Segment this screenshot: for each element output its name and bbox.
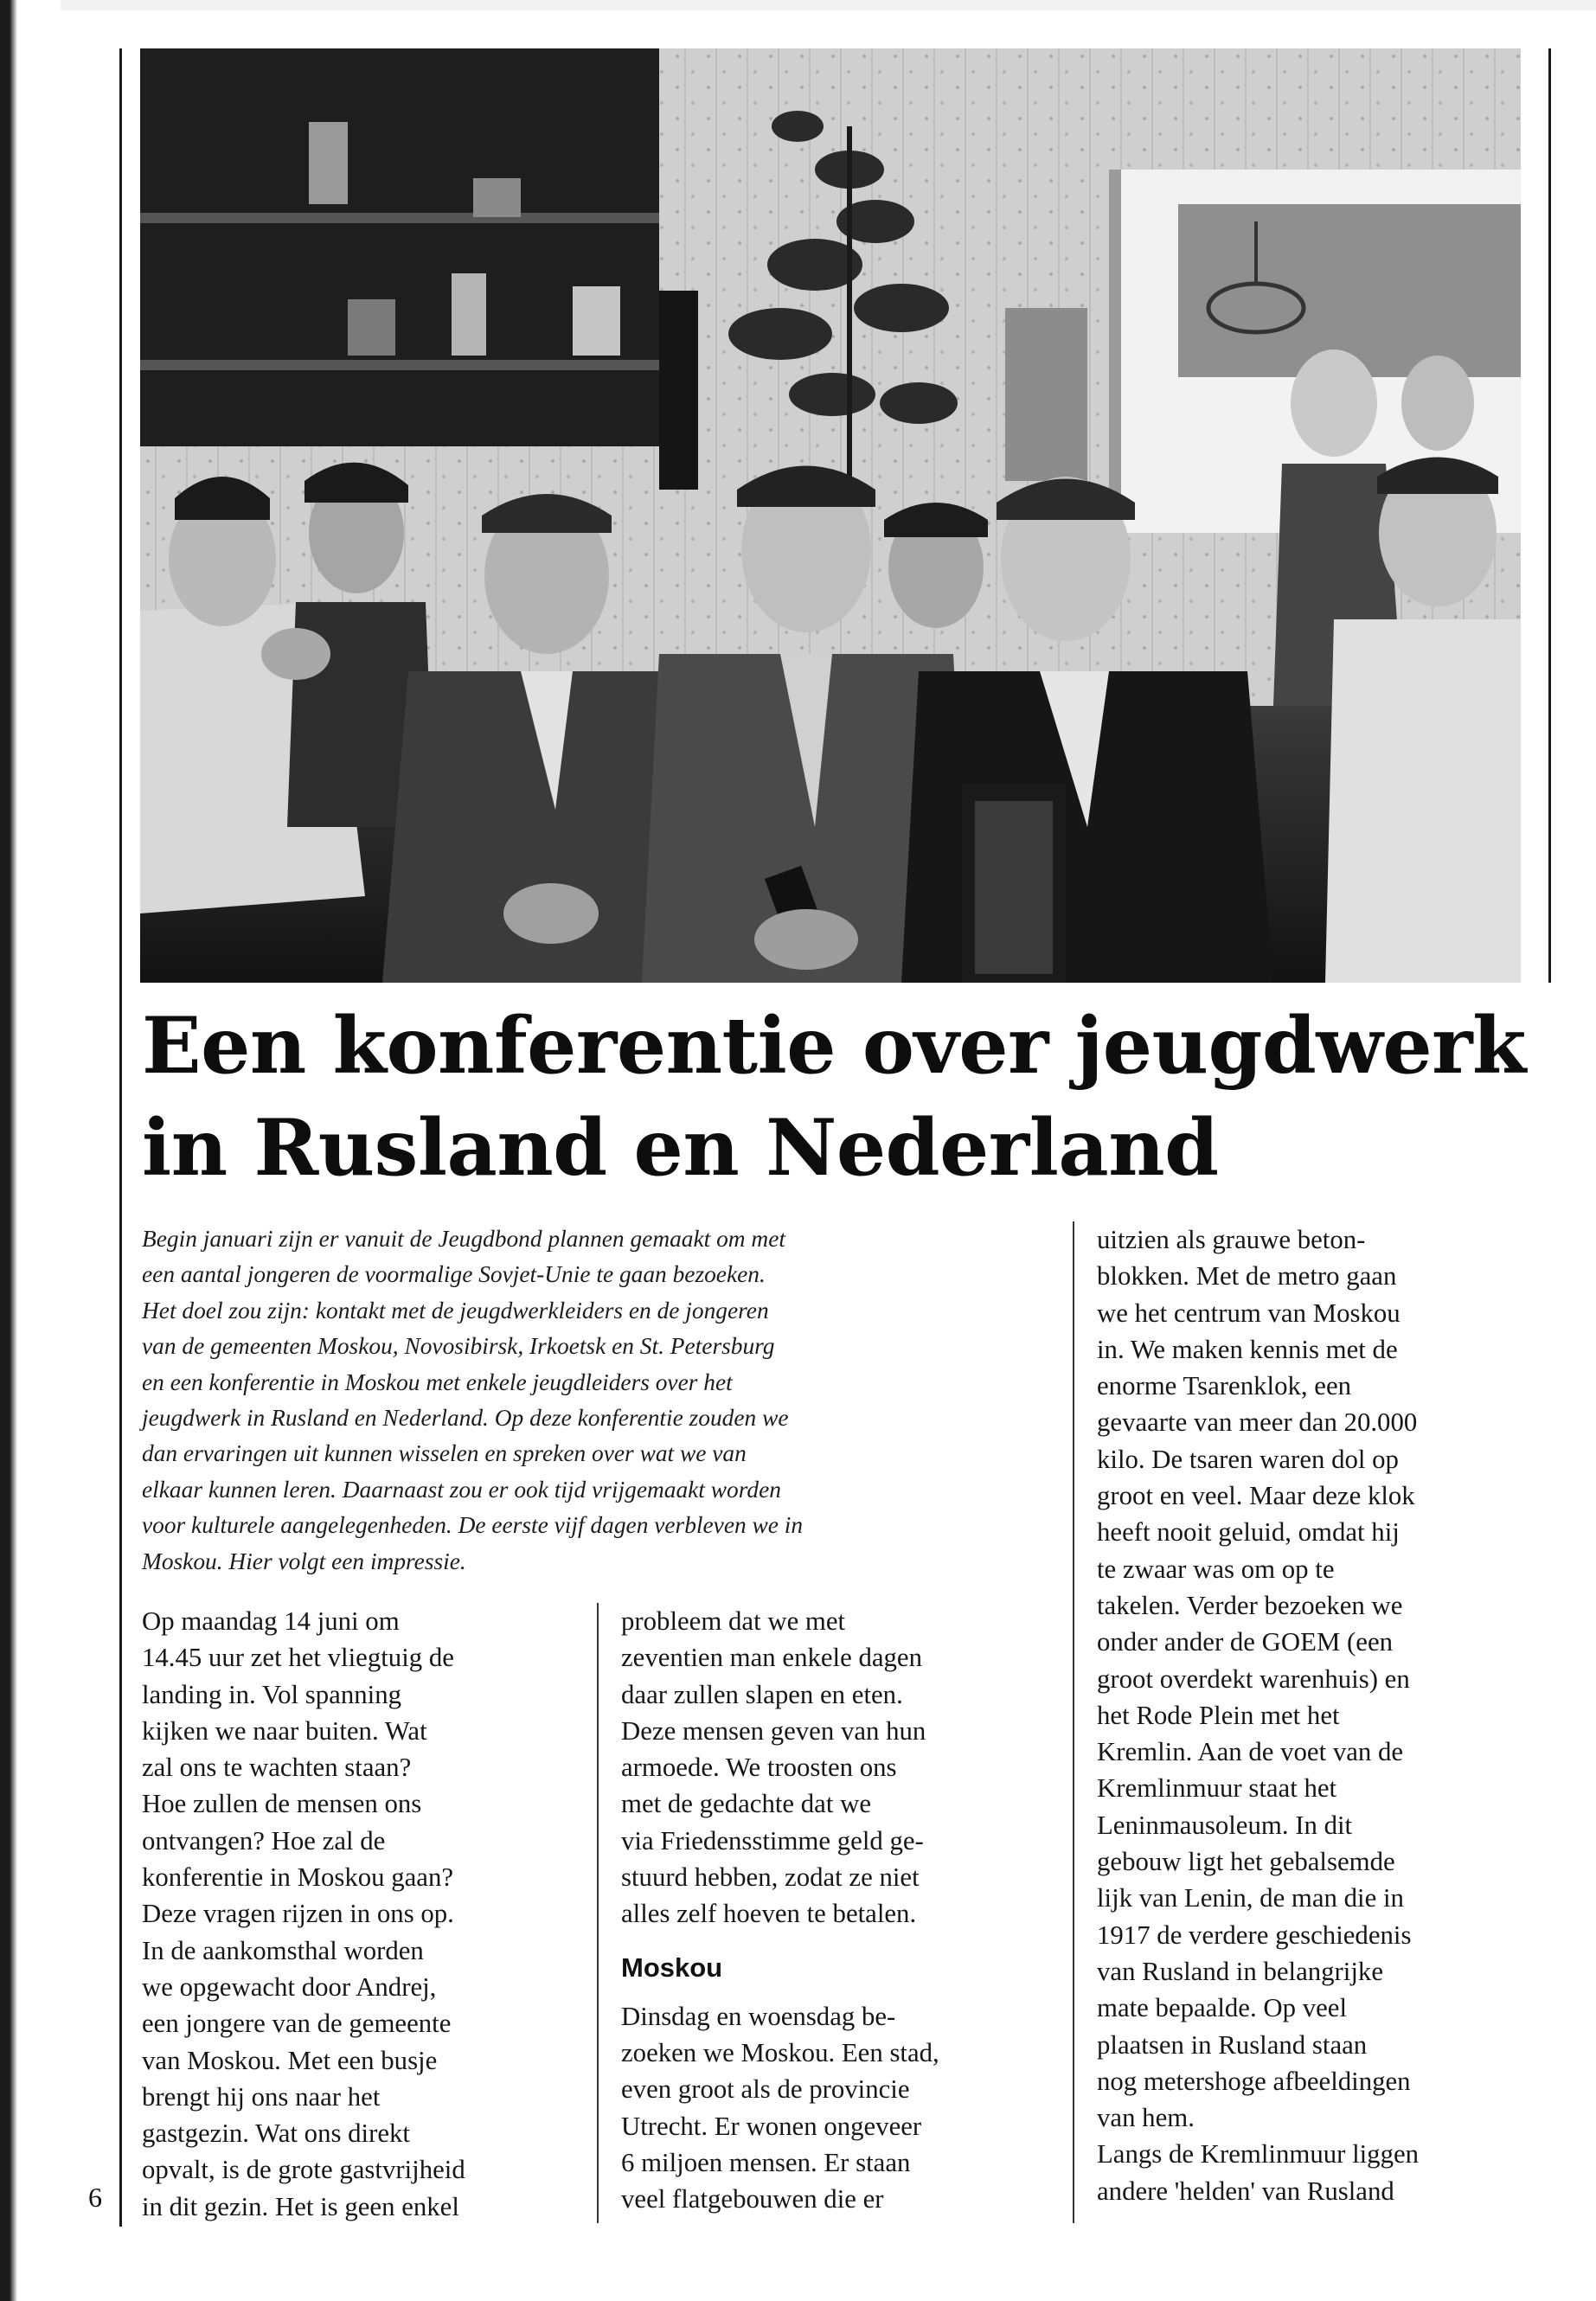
scan-top-band	[61, 0, 1596, 10]
body-line: konferentie in Moskou gaan?	[142, 1862, 454, 1893]
body-line: zeventien man enkele dagen	[621, 1643, 922, 1673]
body-line: Leninmausoleum. In dit	[1097, 1810, 1353, 1840]
headline-line-2: in Rusland en Nederland	[142, 1102, 1219, 1194]
body-line: brengt hij ons naar het	[142, 2081, 381, 2112]
column-divider	[1073, 1221, 1074, 2223]
body-line: Utrecht. Er wonen ongeveer	[621, 2111, 922, 2141]
body-line: gastgezin. Wat ons direkt	[142, 2118, 410, 2149]
body-line: ontvangen? Hoe zal de	[142, 1825, 386, 1856]
column-frame-right	[1548, 48, 1551, 983]
body-line: we opgewacht door Andrej,	[142, 1971, 437, 2002]
body-line: een jongere van de gemeente	[142, 2009, 452, 2039]
body-line: Op maandag 14 juni om	[142, 1606, 400, 1636]
body-line: met de gedachte dat we	[621, 1789, 872, 1819]
body-line: landing in. Vol spanning	[142, 1679, 401, 1709]
headline-line-1: Een konferentie over jeugdwerk	[142, 1000, 1526, 1092]
body-line: zal ons te wachten staan?	[142, 1753, 412, 1783]
body-line: Deze vragen rijzen in ons op.	[142, 1899, 454, 1929]
body-line: andere 'helden' van Rusland	[1097, 2176, 1394, 2206]
article-headline	[142, 995, 1552, 1199]
intro-line: Moskou. Hier volgt een impressie.	[142, 1548, 466, 1574]
body-line: we het centrum van Moskou	[1097, 1298, 1401, 1328]
body-line: mate bepaalde. Op veel	[1097, 1993, 1348, 2023]
body-line: probleem dat we met	[621, 1606, 846, 1636]
body-line: gevaarte van meer dan 20.000	[1097, 1407, 1418, 1438]
body-line: In de aankomsthal worden	[142, 1935, 424, 1965]
body-line: 6 miljoen mensen. Er staan	[621, 2147, 911, 2177]
body-line: takelen. Verder bezoeken we	[1097, 1590, 1403, 1620]
intro-line: Begin januari zijn er vanuit de Jeugdbond plannen gemaakt om met	[142, 1226, 785, 1252]
body-line: van Moskou. Met een busje	[142, 2045, 438, 2075]
body-column-3	[1097, 1221, 1547, 2209]
body-line: kilo. De tsaren waren dol op	[1097, 1444, 1399, 1474]
intro-line: dan ervaringen uit kunnen wisselen en spreken over wat we van	[142, 1440, 747, 1467]
intro-line: een aantal jongeren de voormalige Sovjet-Unie te gaan bezoeken.	[142, 1261, 766, 1288]
body-line: blokken. Met de metro gaan	[1097, 1261, 1397, 1292]
body-line: uitzien als grauwe beton-	[1097, 1225, 1366, 1254]
intro-line: elkaar kunnen leren. Daarnaast zou er ook tijd vrijgemaakt worden	[142, 1476, 781, 1503]
body-line: daar zullen slapen en eten.	[621, 1679, 903, 1709]
body-line: groot en veel. Maar deze klok	[1097, 1481, 1415, 1511]
intro-line: jeugdwerk in Rusland en Nederland. Op deze konferentie zouden we	[142, 1405, 789, 1432]
body-line: het Rode Plein met het	[1097, 1700, 1340, 1730]
body-column-1	[142, 1603, 592, 2225]
body-line: Langs de Kremlinmuur liggen	[1097, 2139, 1420, 2170]
body-line: Kremlin. Aan de voet van de	[1097, 1737, 1404, 1767]
body-line: stuurd hebben, zodat ze niet	[621, 1862, 920, 1893]
body-line: alles zelf hoeven te betalen.	[621, 1899, 917, 1929]
intro-line: van de gemeenten Moskou, Novosibirsk, Irkoetsk en St. Petersburg	[142, 1333, 775, 1360]
intro-line: Het doel zou zijn: kontakt met de jeugdwerkleiders en de jongeren	[142, 1297, 769, 1324]
body-line: veel flatgebouwen die er	[621, 2184, 884, 2214]
page-number: 6	[88, 2182, 102, 2213]
body-line: opvalt, is de grote gastvrijheid	[142, 2155, 465, 2185]
body-line: 1917 de verdere geschiedenis	[1097, 1920, 1412, 1950]
column-divider	[597, 1603, 599, 2223]
body-line: Hoe zullen de mensen ons	[142, 1789, 422, 1819]
body-line: groot overdekt warenhuis) en	[1097, 1663, 1410, 1694]
body-line: Deze mensen geven van hun	[621, 1715, 926, 1746]
body-line: van hem.	[1097, 2103, 1195, 2133]
body-line: Dinsdag en woensdag be-	[621, 2001, 896, 2031]
body-line: kijken we naar buiten. Wat	[142, 1715, 427, 1746]
body-line: in. We maken kennis met de	[1097, 1334, 1398, 1364]
article-photo	[140, 48, 1521, 983]
body-line: gebouw ligt het gebalsemde	[1097, 1847, 1395, 1877]
body-line: even groot als de provincie	[621, 2074, 910, 2105]
body-line: 14.45 uur zet het vliegtuig de	[142, 1643, 454, 1673]
scan-edge	[0, 0, 61, 2301]
intro-line: en een konferentie in Moskou met enkele jeugdleiders over het	[142, 1368, 733, 1395]
body-line: heeft nooit geluid, omdat hij	[1097, 1517, 1400, 1548]
body-line: onder ander de GOEM (een	[1097, 1627, 1394, 1657]
body-line: armoede. We troosten ons	[621, 1753, 897, 1783]
intro-line: voor kulturele aangelegenheden. De eerste vijf dagen verbleven we in	[142, 1512, 804, 1539]
body-line: via Friedensstimme geld ge-	[621, 1825, 924, 1856]
body-line: lijk van Lenin, de man die in	[1097, 1883, 1404, 1913]
body-line: nog metershoge afbeeldingen	[1097, 2066, 1411, 2096]
body-line: enorme Tsarenklok, een	[1097, 1371, 1352, 1401]
body-line: plaatsen in Rusland staan	[1097, 2029, 1368, 2060]
body-line: Kremlinmuur staat het	[1097, 1773, 1337, 1804]
body-line: te zwaar was om op te	[1097, 1554, 1335, 1584]
body-column-2	[621, 1603, 1062, 2217]
body-line: in dit gezin. Het is geen enkel	[142, 2191, 459, 2221]
body-line: zoeken we Moskou. Een stad,	[621, 2037, 939, 2067]
section-subheading: Moskou	[621, 1952, 723, 1983]
article-intro	[142, 1221, 1048, 1580]
column-frame-left	[119, 48, 122, 2227]
body-line: van Rusland in belangrijke	[1097, 1956, 1383, 1986]
